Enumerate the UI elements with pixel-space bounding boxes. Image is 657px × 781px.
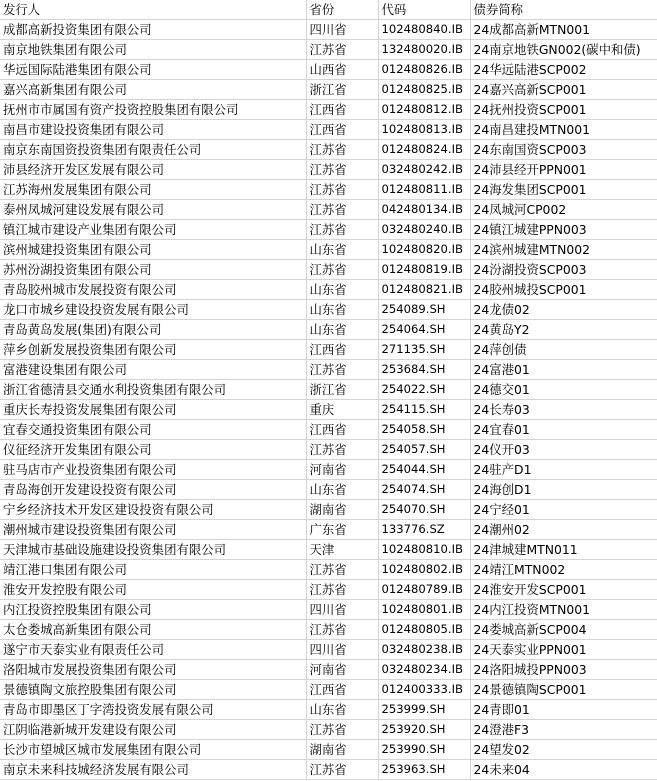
cell-bond-short-name[interactable]: 24宜春01 [470,420,657,440]
cell-province[interactable]: 四川省 [306,600,378,620]
cell-bond-short-name[interactable]: 24海发集团SCP001 [470,180,657,200]
cell-code[interactable]: 012480826.IB [378,60,470,80]
cell-issuer[interactable]: 宜春交通投资集团有限公司 [0,420,306,440]
cell-issuer[interactable]: 成都高新投资集团有限公司 [0,20,306,40]
cell-province[interactable]: 四川省 [306,640,378,660]
cell-province[interactable]: 重庆 [306,400,378,420]
cell-province[interactable]: 山东省 [306,480,378,500]
cell-code[interactable]: 012480824.IB [378,140,470,160]
cell-bond-short-name[interactable]: 24望发02 [470,740,657,760]
cell-bond-short-name[interactable]: 24娄城高新SCP004 [470,620,657,640]
table-row [0,60,657,80]
cell-code[interactable]: 102480802.IB [378,560,470,580]
table-row [0,440,657,460]
cell-province[interactable]: 江苏省 [306,140,378,160]
cell-bond-short-name[interactable]: 24驻产D1 [470,460,657,480]
table-row [0,200,657,220]
header-province[interactable]: 省份 [306,0,378,20]
cell-code[interactable]: 254022.SH [378,380,470,400]
cell-bond-short-name[interactable]: 24靖江MTN002 [470,560,657,580]
table-row [0,400,657,420]
cell-code[interactable]: 254074.SH [378,480,470,500]
cell-issuer[interactable]: 宁乡经济技术开发区建设投资有限公司 [0,500,306,520]
cell-issuer[interactable]: 萍乡创新发展投资集团有限公司 [0,340,306,360]
cell-province[interactable]: 江苏省 [306,220,378,240]
table-row [0,340,657,360]
cell-code[interactable]: 102480840.IB [378,20,470,40]
cell-province[interactable]: 浙江省 [306,80,378,100]
cell-province[interactable]: 江西省 [306,420,378,440]
cell-code[interactable]: 254044.SH [378,460,470,480]
cell-code[interactable]: 254089.SH [378,300,470,320]
table-row [0,300,657,320]
cell-issuer[interactable]: 青岛市即墨区丁字湾投资发展有限公司 [0,700,306,720]
cell-bond-short-name[interactable]: 24宁经01 [470,500,657,520]
cell-code[interactable]: 012480825.IB [378,80,470,100]
cell-issuer[interactable]: 淮安开发控股有限公司 [0,580,306,600]
cell-code[interactable]: 012480811.IB [378,180,470,200]
cell-province[interactable]: 浙江省 [306,380,378,400]
cell-issuer[interactable]: 江苏海州发展集团有限公司 [0,180,306,200]
cell-code[interactable]: 012480819.IB [378,260,470,280]
cell-province[interactable]: 山东省 [306,240,378,260]
table-row [0,320,657,340]
cell-code[interactable]: 032480242.IB [378,160,470,180]
cell-bond-short-name[interactable]: 24仪开03 [470,440,657,460]
table-row [0,640,657,660]
cell-code[interactable]: 253999.SH [378,700,470,720]
cell-bond-short-name[interactable]: 24抚州投资SCP001 [470,100,657,120]
cell-code[interactable]: 012480805.IB [378,620,470,640]
cell-issuer[interactable]: 南昌市建设投资集团有限公司 [0,120,306,140]
cell-province[interactable]: 江苏省 [306,40,378,60]
table-row [0,420,657,440]
cell-bond-short-name[interactable]: 24澄港F3 [470,720,657,740]
table-row [0,180,657,200]
cell-issuer[interactable]: 镇江城市建设产业集团有限公司 [0,220,306,240]
cell-issuer[interactable]: 景德镇陶文旅控股集团有限公司 [0,680,306,700]
table-row [0,480,657,500]
cell-issuer[interactable]: 洛阳城市发展投资集团有限公司 [0,660,306,680]
cell-issuer[interactable]: 靖江港口集团有限公司 [0,560,306,580]
cell-issuer[interactable]: 泰州凤城河建设发展有限公司 [0,200,306,220]
cell-code[interactable]: 032480240.IB [378,220,470,240]
table-row [0,380,657,400]
cell-bond-short-name[interactable]: 24长寿03 [470,400,657,420]
cell-bond-short-name[interactable]: 24富港01 [470,360,657,380]
cell-code[interactable]: 012480821.IB [378,280,470,300]
cell-bond-short-name[interactable]: 24南京地铁GN002(碳中和债) [470,40,657,60]
cell-bond-short-name[interactable]: 24黄岛Y2 [470,320,657,340]
cell-bond-short-name[interactable]: 24未来04 [470,760,657,780]
cell-bond-short-name[interactable]: 24嘉兴高新SCP001 [470,80,657,100]
cell-bond-short-name[interactable]: 24内江投资MTN001 [470,600,657,620]
table-row [0,560,657,580]
cell-issuer[interactable]: 太仓娄城高新集团有限公司 [0,620,306,640]
table-row [0,620,657,640]
table-row [0,40,657,60]
table-row [0,580,657,600]
cell-issuer[interactable]: 苏州汾湖投资集团有限公司 [0,260,306,280]
cell-bond-short-name[interactable]: 24成都高新MTN001 [470,20,657,40]
cell-province[interactable]: 湖南省 [306,500,378,520]
cell-bond-short-name[interactable]: 24沛县经开PPN001 [470,160,657,180]
table-row [0,740,657,760]
header-code[interactable]: 代码 [378,0,470,20]
cell-code[interactable]: 254064.SH [378,320,470,340]
table-row [0,720,657,740]
cell-province[interactable]: 山东省 [306,700,378,720]
cell-code[interactable]: 253963.SH [378,760,470,780]
header-row [0,0,657,20]
cell-bond-short-name[interactable]: 24胶州城投SCP001 [470,280,657,300]
cell-province[interactable]: 河南省 [306,460,378,480]
cell-issuer[interactable]: 潮州城市建设投资集团有限公司 [0,520,306,540]
cell-bond-short-name[interactable]: 24津城建MTN011 [470,540,657,560]
cell-province[interactable]: 天津 [306,540,378,560]
cell-bond-short-name[interactable]: 24南昌建投MTN001 [470,120,657,140]
cell-code[interactable]: 032480234.IB [378,660,470,680]
cell-code[interactable]: 271135.SH [378,340,470,360]
cell-bond-short-name[interactable]: 24镇江城建PPN003 [470,220,657,240]
cell-code[interactable]: 012480789.IB [378,580,470,600]
header-bond-short-name[interactable]: 债券简称 [470,0,657,20]
cell-province[interactable]: 山东省 [306,300,378,320]
cell-issuer[interactable]: 华远国际陆港集团有限公司 [0,60,306,80]
table-row [0,520,657,540]
cell-issuer[interactable]: 重庆长寿投资发展集团有限公司 [0,400,306,420]
cell-province[interactable]: 江苏省 [306,180,378,200]
cell-issuer[interactable]: 南京未来科技城经济发展有限公司 [0,760,306,780]
table-row [0,280,657,300]
cell-issuer[interactable]: 沛县经济开发区发展有限公司 [0,160,306,180]
cell-issuer[interactable]: 天津城市基础设施建设投资集团有限公司 [0,540,306,560]
cell-province[interactable]: 江西省 [306,340,378,360]
cell-code[interactable]: 254057.SH [378,440,470,460]
cell-code[interactable]: 032480238.IB [378,640,470,660]
cell-code[interactable]: 253920.SH [378,720,470,740]
cell-province[interactable]: 四川省 [306,20,378,40]
table-row [0,20,657,40]
cell-code[interactable]: 133776.SZ [378,520,470,540]
cell-bond-short-name[interactable]: 24海创D1 [470,480,657,500]
cell-bond-short-name[interactable]: 24龙债02 [470,300,657,320]
cell-province[interactable]: 山东省 [306,320,378,340]
cell-issuer[interactable]: 滨州城建投资集团有限公司 [0,240,306,260]
cell-issuer[interactable]: 抚州市市属国有资产投资控股集团有限公司 [0,100,306,120]
table-row [0,80,657,100]
table-row [0,760,657,780]
cell-province[interactable]: 江西省 [306,100,378,120]
cell-code[interactable]: 102480813.IB [378,120,470,140]
cell-issuer[interactable]: 长沙市望城区城市发展集团有限公司 [0,740,306,760]
cell-code[interactable]: 132480020.IB [378,40,470,60]
table-row [0,240,657,260]
cell-issuer[interactable]: 嘉兴高新集团有限公司 [0,80,306,100]
cell-province[interactable]: 江苏省 [306,160,378,180]
cell-bond-short-name[interactable]: 24洛阳城投PPN003 [470,660,657,680]
cell-code[interactable]: 042480134.IB [378,200,470,220]
cell-issuer[interactable]: 仪征经济开发集团有限公司 [0,440,306,460]
cell-province[interactable]: 江苏省 [306,760,378,780]
table-row [0,220,657,240]
table-row [0,680,657,700]
cell-bond-short-name[interactable]: 24德交01 [470,380,657,400]
table-row [0,260,657,280]
cell-province[interactable]: 江苏省 [306,560,378,580]
cell-issuer[interactable]: 青岛胶州城市发展投资有限公司 [0,280,306,300]
cell-code[interactable]: 253990.SH [378,740,470,760]
cell-bond-short-name[interactable]: 24汾湖投资SCP003 [470,260,657,280]
cell-bond-short-name[interactable]: 24滨州城建MTN002 [470,240,657,260]
cell-issuer[interactable]: 龙口市城乡建设投资发展有限公司 [0,300,306,320]
cell-province[interactable]: 河南省 [306,660,378,680]
table-row [0,460,657,480]
cell-bond-short-name[interactable]: 24青即01 [470,700,657,720]
table-row [0,600,657,620]
cell-issuer[interactable]: 青岛海创开发建设投资有限公司 [0,480,306,500]
cell-province[interactable]: 江苏省 [306,580,378,600]
cell-code[interactable]: 012480812.IB [378,100,470,120]
cell-code[interactable]: 102480801.IB [378,600,470,620]
cell-code[interactable]: 254070.SH [378,500,470,520]
cell-code[interactable]: 253684.SH [378,360,470,380]
cell-code[interactable]: 254115.SH [378,400,470,420]
cell-issuer[interactable]: 南京东南国资投资集团有限责任公司 [0,140,306,160]
cell-province[interactable]: 江苏省 [306,440,378,460]
table-row [0,100,657,120]
cell-bond-short-name[interactable]: 24华远陆港SCP002 [470,60,657,80]
cell-bond-short-name[interactable]: 24潮州02 [470,520,657,540]
table-row [0,160,657,180]
cell-province[interactable]: 江苏省 [306,720,378,740]
cell-code[interactable]: 012400333.IB [378,680,470,700]
cell-bond-short-name[interactable]: 24景德镇陶SCP001 [470,680,657,700]
cell-province[interactable]: 江西省 [306,120,378,140]
table-row [0,120,657,140]
cell-province[interactable]: 江苏省 [306,620,378,640]
cell-province[interactable]: 山东省 [306,280,378,300]
cell-issuer[interactable]: 驻马店市产业投资集团有限公司 [0,460,306,480]
cell-province[interactable]: 江苏省 [306,260,378,280]
cell-bond-short-name[interactable]: 24东南国资SCP003 [470,140,657,160]
cell-bond-short-name[interactable]: 24萍创债 [470,340,657,360]
cell-province[interactable]: 江苏省 [306,360,378,380]
cell-issuer[interactable]: 青岛黄岛发展(集团)有限公司 [0,320,306,340]
cell-issuer[interactable]: 遂宁市天泰实业有限责任公司 [0,640,306,660]
cell-issuer[interactable]: 浙江省德清县交通水利投资集团有限公司 [0,380,306,400]
cell-bond-short-name[interactable]: 24凤城河CP002 [470,200,657,220]
cell-province[interactable]: 江西省 [306,680,378,700]
cell-issuer[interactable]: 江阴临港新城开发建设有限公司 [0,720,306,740]
cell-issuer[interactable]: 富港建设集团有限公司 [0,360,306,380]
table-row [0,660,657,680]
header-issuer[interactable]: 发行人 [0,0,306,20]
table-row [0,140,657,160]
table-row [0,360,657,380]
cell-province[interactable]: 山西省 [306,60,378,80]
cell-issuer[interactable]: 南京地铁集团有限公司 [0,40,306,60]
cell-province[interactable]: 广东省 [306,520,378,540]
cell-code[interactable]: 102480820.IB [378,240,470,260]
cell-issuer[interactable]: 内江投资控股集团有限公司 [0,600,306,620]
table-row [0,540,657,560]
cell-province[interactable]: 湖南省 [306,740,378,760]
table-row [0,700,657,720]
cell-bond-short-name[interactable]: 24天泰实业PPN001 [470,640,657,660]
table-row [0,500,657,520]
cell-bond-short-name[interactable]: 24淮安开发SCP001 [470,580,657,600]
cell-code[interactable]: 254058.SH [378,420,470,440]
cell-code[interactable]: 102480810.IB [378,540,470,560]
cell-province[interactable]: 江苏省 [306,200,378,220]
